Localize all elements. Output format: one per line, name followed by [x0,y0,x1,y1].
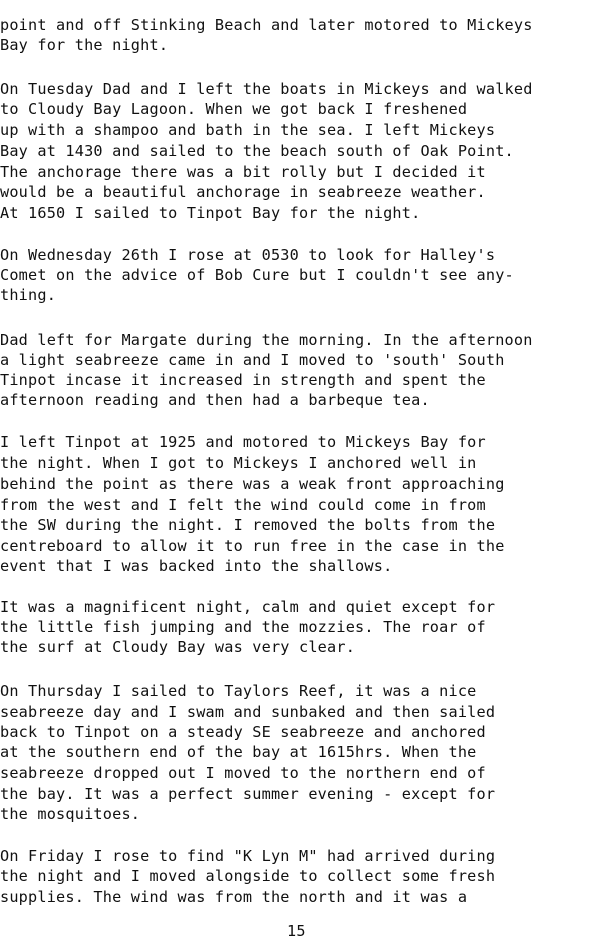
page-number: 15 [287,922,306,940]
text-line: supplies. The wind was from the north and it was a [0,888,468,906]
text-line: seabreeze day and I swam and sunbaked and then sailed [0,703,496,721]
text-line: Bay at 1430 and sailed to the beach south of Oak Point. [0,142,514,160]
text-line: thing. [0,286,57,304]
text-line: the bay. It was a perfect summer evening - except for [0,785,496,803]
text-line: Dad left for Margate during the morning. In the afternoon [0,331,533,349]
text-line: Comet on the advice of Bob Cure but I couldn't see any- [0,266,514,284]
text-line: the surf at Cloudy Bay was very clear. [0,638,356,656]
text-line: the night and I moved alongside to collect some fresh [0,867,496,885]
text-line: a light seabreeze came in and I moved to 'south' South [0,351,505,369]
text-line: It was a magnificent night, calm and quiet except for [0,598,496,616]
text-line: On Friday I rose to find "K Lyn M" had arrived during [0,847,496,865]
text-line: behind the point as there was a weak front approaching [0,475,505,493]
text-line: At 1650 I sailed to Tinpot Bay for the night. [0,204,421,222]
text-line: The anchorage there was a bit rolly but I decided it [0,163,486,181]
text-line: back to Tinpot on a steady SE seabreeze and anchored [0,723,486,741]
text-line: would be a beautiful anchorage in seabreeze weather. [0,183,486,201]
text-line: the mosquitoes. [0,805,141,823]
text-line: On Wednesday 26th I rose at 0530 to look for Halley's [0,246,496,264]
text-line: point and off Stinking Beach and later motored to Mickeys [0,16,533,34]
text-line: seabreeze dropped out I moved to the northern end of [0,764,486,782]
text-line: at the southern end of the bay at 1615hrs. When the [0,743,477,761]
text-line: On Tuesday Dad and I left the boats in Mickeys and walked [0,80,533,98]
text-line: Bay for the night. [0,36,169,54]
text-line: afternoon reading and then had a barbeque tea. [0,391,430,409]
text-line: from the west and I felt the wind could come in from [0,496,486,514]
text-line: event that I was backed into the shallows. [0,557,393,575]
text-line: I left Tinpot at 1925 and motored to Mickeys Bay for [0,433,486,451]
text-line: the little fish jumping and the mozzies. The roar of [0,618,486,636]
text-line: On Thursday I sailed to Taylors Reef, it was a nice [0,682,477,700]
text-line: the night. When I got to Mickeys I anchored well in [0,454,477,472]
text-line: to Cloudy Bay Lagoon. When we got back I freshened [0,100,468,118]
text-line: up with a shampoo and bath in the sea. I left Mickeys [0,121,496,139]
text-line: centreboard to allow it to run free in the case in the [0,537,505,555]
text-line: Tinpot incase it increased in strength and spent the [0,371,486,389]
text-line: the SW during the night. I removed the bolts from the [0,516,496,534]
